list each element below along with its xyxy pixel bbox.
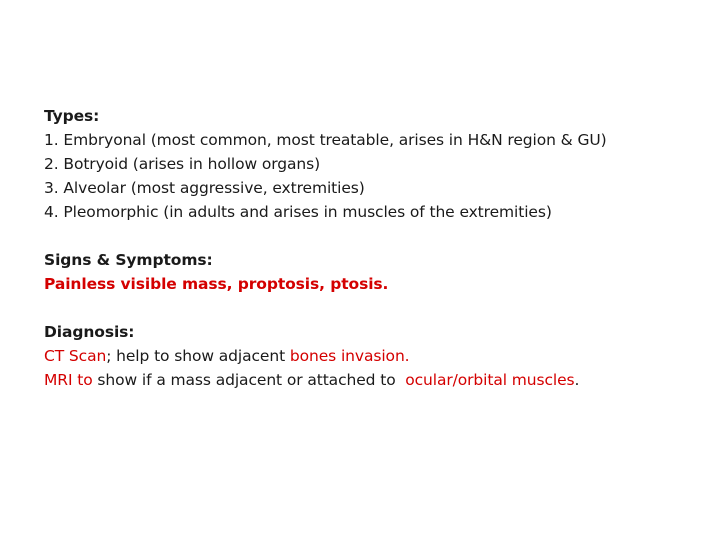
types-item-botryoid: 2. Botryoid (arises in hollow organs) [44, 155, 321, 173]
types-item-pleomorphic: 4. Pleomorphic (in adults and arises in muscles of the extremities) [44, 203, 552, 221]
diagnosis-mri-line [44, 368, 704, 392]
signs-text: Painless visible mass, proptosis, ptosis. [44, 275, 389, 293]
mri-description: show if a mass adjacent or attached to [92, 371, 406, 389]
types-item-alveolar: 3. Alveolar (most aggressive, extremities) [44, 179, 365, 197]
types-item-embryonal: 1. Embryonal (most common, most treatable, arises in H&N region & GU) [44, 131, 607, 149]
ct-scan-label: CT Scan [44, 347, 107, 365]
diagnosis-ct-line [44, 344, 704, 368]
mri-label: MRI to [44, 371, 93, 389]
mri-end: . [574, 371, 580, 389]
diagnosis-section [44, 320, 704, 392]
mri-highlight: ocular/orbital muscles [405, 371, 575, 389]
signs-section [44, 248, 704, 296]
diagnosis-heading: Diagnosis: [44, 323, 135, 341]
slide-content [44, 104, 704, 392]
ct-scan-highlight: bones invasion. [289, 347, 410, 365]
types-section [44, 104, 704, 224]
ct-scan-description: ; help to show adjacent [106, 347, 290, 365]
types-heading: Types: [44, 107, 100, 125]
signs-heading: Signs & Symptoms: [44, 251, 213, 269]
